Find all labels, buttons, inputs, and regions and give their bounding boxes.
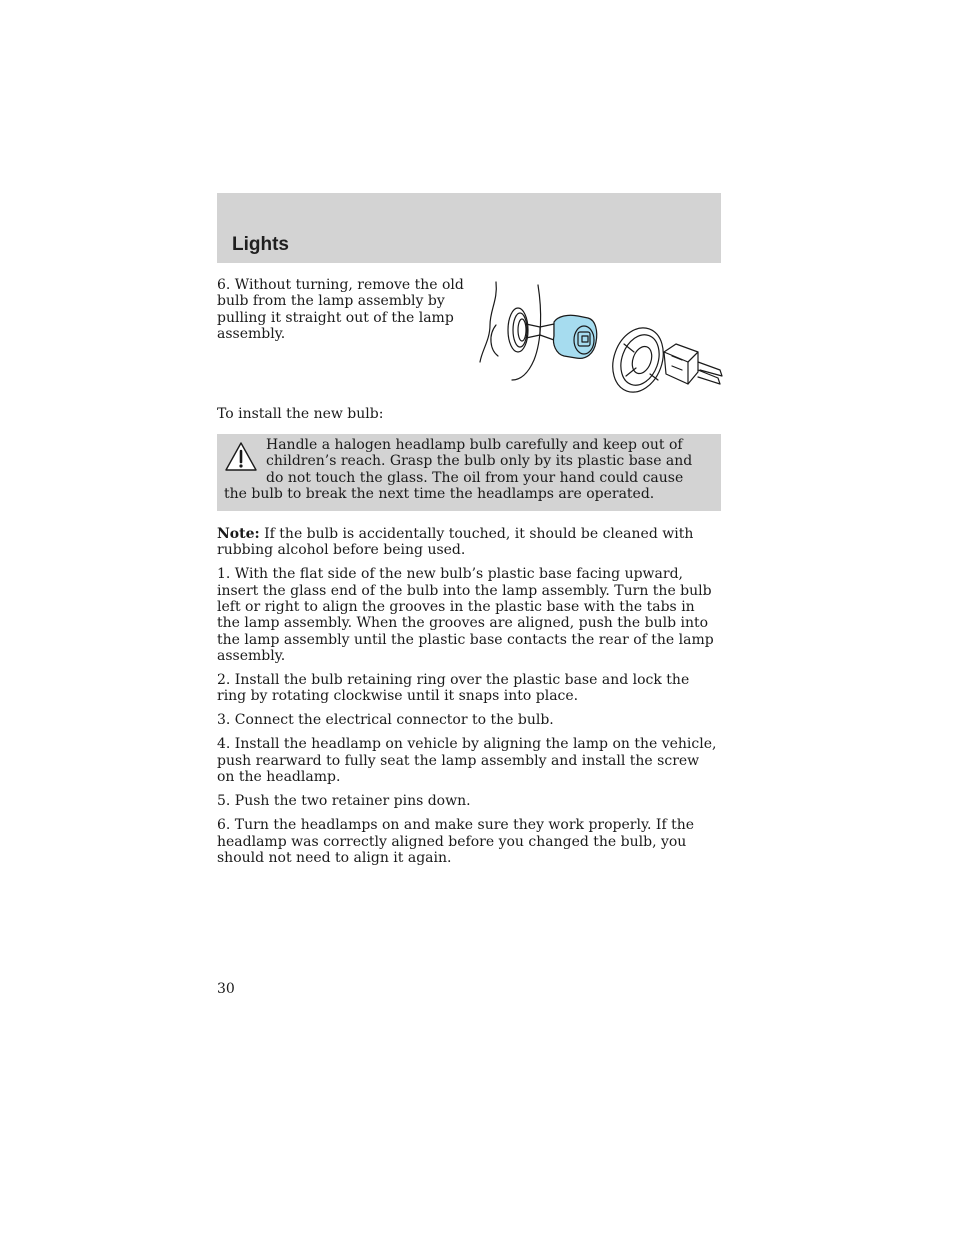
install-step-1: 1. With the flat side of the new bulb’s plastic base facing upward, insert the glass end of the bulb into the lamp assembly. Turn the bulb left or right to align the grooves in the plastic base with the tabs in the lamp assembly. When the grooves are aligned, push the bulb into the lamp assembly until the plastic base contacts the rear of the lamp assembly. [217, 566, 714, 664]
install-step-5: 5. Push the two retainer pins down. [217, 793, 471, 810]
install-step-3: 3. Connect the electrical connector to the bulb. [217, 712, 554, 729]
install-lead-text: To install the new bulb: [217, 406, 384, 422]
install-step-4: 4. Install the headlamp on vehicle by aligning the lamp on the vehicle, push rearward to fully seat the lamp assembly and install the screw on the headlamp. [217, 736, 717, 786]
section-header-band [217, 193, 721, 263]
warning-text: Handle a halogen headlamp bulb carefully and keep out of children’s reach. Grasp the bulb only by its plastic base and do not touch the glass. The oil from your hand could cause the bulb to break the next time the headlamps are operated. [224, 437, 693, 502]
instruction-steps [217, 526, 721, 874]
install-step-6: 6. Turn the headlamps on and make sure they work properly. If the headlamp was correctly aligned before you changed the bulb, you should not need to align it again. [217, 817, 695, 866]
page-number: 30 [217, 981, 235, 997]
warning-box [217, 434, 721, 511]
intro-step-text: 6. Without turning, remove the old bulb from the lamp assembly by pulling it straight out of the lamp assembly. [217, 277, 464, 342]
install-step-2: 2. Install the bulb retaining ring over the plastic base and lock the ring by rotating clockwise until it snaps into place. [217, 671, 690, 705]
note-text: If the bulb is accidentally touched, it should be cleaned with rubbing alcohol before being used. [217, 526, 694, 559]
note-paragraph [217, 526, 721, 559]
note-label: Note: [217, 526, 260, 542]
section-title: Lights [232, 234, 289, 255]
warning-triangle-icon [224, 440, 258, 474]
headlamp-bulb-illustration [476, 280, 726, 395]
